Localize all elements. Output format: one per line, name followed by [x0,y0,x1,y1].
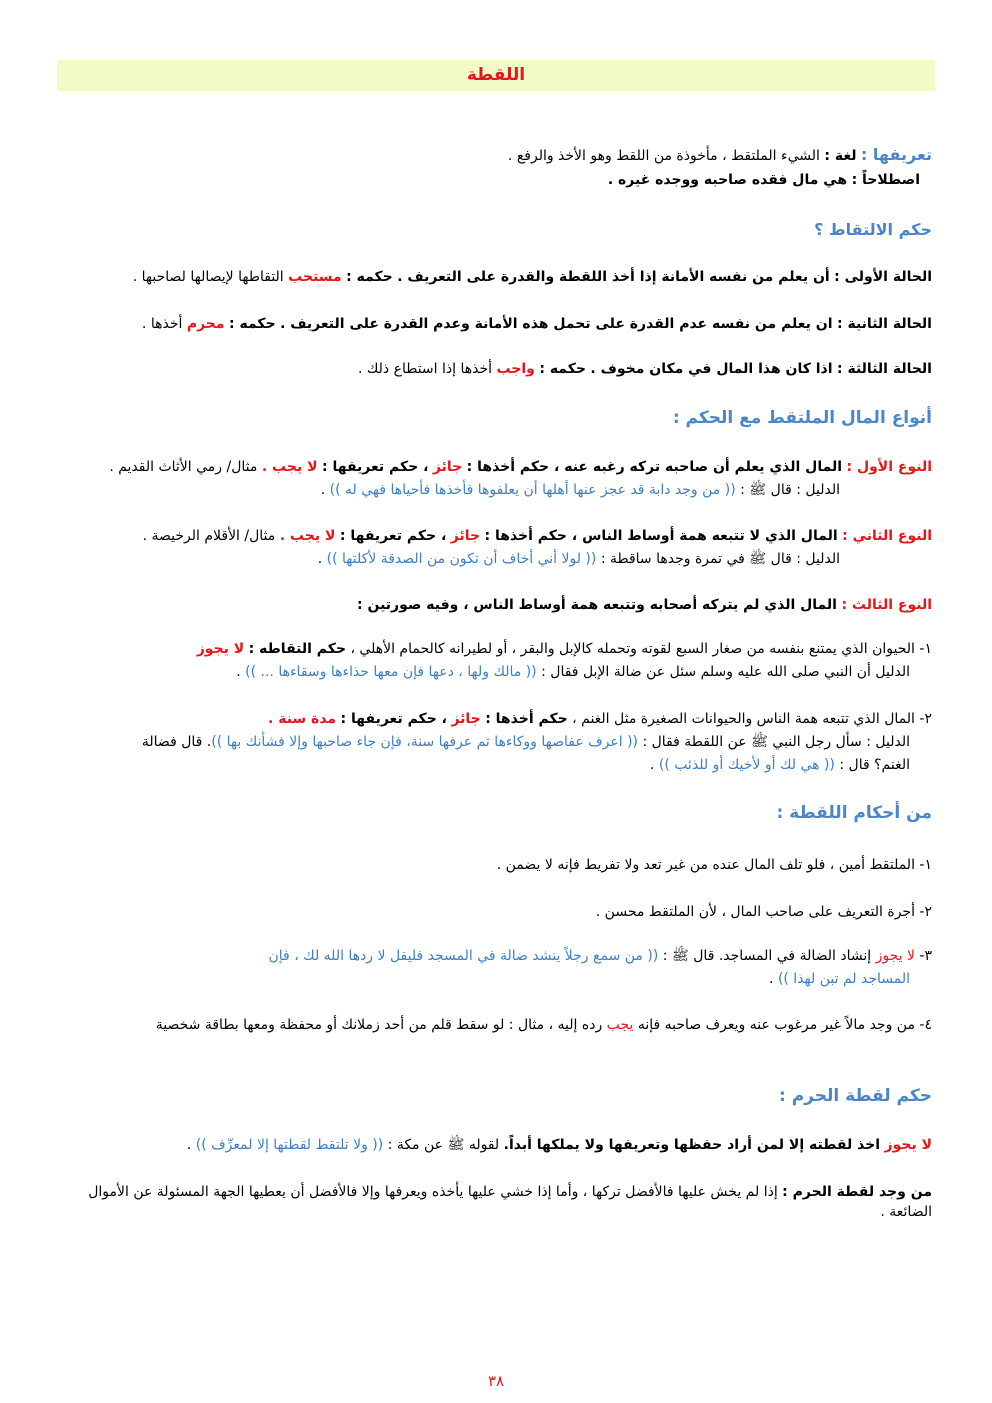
case-1-hukm-label: حكمه : [346,269,393,285]
case-2-label: الحالة الثانية : [837,316,932,332]
case-1-label: الحالة الأولى : [834,269,932,285]
item-2-hadith: (( اعرف عفاصها ووكاءها ثم عرفها سنة، فإن جاء صاحبها وإلا فشأنك بها )) [211,734,638,750]
item-2-tarif-label: ، حكم تعريفها : [340,711,447,727]
type-3-item-2-dalil-2 [60,756,910,774]
rule-4-yajib: يجب [606,1017,634,1033]
item-1-dalil-end: . [236,664,241,680]
case-2-hukm-label: حكمه : [229,316,276,332]
item-1-num: ١- [919,641,932,657]
haram-p1-laa: لا يجوز [884,1137,932,1153]
ahkam-heading: من أحكام اللقطة : [776,803,932,823]
title-bar [57,60,935,91]
item-2-dalil-prefix: الدليل : سأل رجل النبي ﷺ عن اللقطة فقال : [642,734,910,750]
ahkam-rule-3-cont [60,970,910,988]
item-1-hukm: لا يجوز [196,641,245,657]
type-1-dalil-prefix: الدليل : قال ﷺ : [740,482,840,498]
rule-3-laa: لا يجوز [875,948,915,964]
item-2-akhdh-label: حكم أخذها : [485,711,568,727]
case-3-rest: أخذها إذا استطاع ذلك . [357,361,493,377]
type-2 [60,527,932,545]
ahkam-rule-2: ٢- أجرة التعريف على صاحب المال ، لأن الملتقط محسن . [595,904,932,920]
lugha-label: لغة : [824,148,857,164]
rule-4-text-1: من وجد مالاً غير مرغوب عنه ويعرف صاحبه فإنه [637,1017,915,1033]
case-3-label: الحالة الثالثة : [837,361,932,377]
case-3 [60,360,932,378]
type-2-akhdh: جائز [450,528,481,544]
item-1-hukm-label: حكم التقاطه : [248,641,346,657]
type-1-tarif-label: ، حكم تعريفها : [321,459,429,475]
case-2-hukm: محرم [186,316,225,332]
type-3-item-2 [60,710,932,728]
type-3-item-1 [60,640,932,658]
type-1-hadith: (( من وجد دابة قد عجز عنها أهلها أن يعلفوها فأخذها فأحياها فهي له )) [329,482,736,498]
item-2-hadith-2: (( هي لك أو لأخيك أو للذئب )) [658,757,835,773]
type-1-text: المال الذي يعلم أن صاحبه تركه رغبه عنه ، حكم أخذها : [466,459,843,475]
rule-3-end: . [769,971,774,987]
rule-3-num: ٣- [919,948,932,964]
haram-p1 [60,1136,932,1154]
case-3-hukm-label: حكمه : [539,361,586,377]
type-1-tarif: لا يجب . [261,459,318,475]
definition-heading: تعريفها : [860,145,932,164]
haram-p1-bold: اخذ لقطته إلا لمن أراد حفظها وتعريفها ولا يملكها أبداً. [503,1137,881,1153]
definition-line-1 [60,146,932,165]
type-2-tarif: لا يجب . [279,528,336,544]
case-1-text: أن يعلم من نفسه الأمانة إذا أخذ اللقطة والقدرة على التعريف . [397,269,830,285]
item-2-tarif: مدة سنة . [268,711,337,727]
item-2-dalil-end: . [650,757,655,773]
rule-4-num: ٤- [919,1017,932,1033]
item-1-hadith: (( مالك ولها ، دعها فإن معها حذاءها وسقاءها ... )) [245,664,537,680]
rule-3-text: إنشاد الضالة في المساجد. قال ﷺ : [662,948,872,964]
rule-4-text-2: رده إليه ، مثال : لو سقط قلم من أحد زملانك أو محفظة ومعها بطاقة شخصية [155,1017,603,1033]
item-1-text: الحيوان الذي يمتنع بنفسه من صغار السبع لقوته وتحمله كالإبل والبقر ، أو لطيرانه كالحمام الأهلي ، [350,641,915,657]
ahkam-rule-3 [60,947,932,965]
item-2-num: ٢- [919,711,932,727]
rule-3-hadith-2: المساجد لم تبن لهذا )) [777,971,910,987]
type-2-dalil-prefix: الدليل : قال ﷺ في تمرة وجدها ساقطة : [600,551,840,567]
item-2-line3-prefix: الغنم؟ قال : [839,757,910,773]
page-number: ٣٨ [487,1372,505,1390]
ahkam-rule-1: ١- الملتقط أمين ، فلو تلف المال عنده من غير تعد ولا تفريط فإنه لا يضمن . [496,857,932,873]
haram-p2-bold: من وجد لقطة الحرم : [782,1184,932,1200]
type-2-tarif-label: ، حكم تعريفها : [339,528,447,544]
type-2-example: مثال/ الأقلام الرخيصة . [142,528,276,544]
istilah-text: هي مال فقده صاحبه ووجده غيره . [607,172,848,188]
page-title: اللقطة [466,65,526,85]
item-2-akhdh: جائز [451,711,481,727]
rule-3-hadith-1: (( من سمع رجلاً ينشد ضالة في المسجد فليقل لا ردها الله لك ، فإن [268,948,659,964]
haram-p1-end: . [186,1137,192,1153]
type-2-label: النوع الثاني : [842,528,932,544]
haram-p1-text: لقوله ﷺ عن مكة : [387,1137,500,1153]
type-3 [60,596,932,614]
type-3-item-1-dalil [60,663,910,681]
type-2-hadith: (( لولا أني أخاف أن تكون من الصدقة لأكلتها )) [326,551,597,567]
type-1-dalil [60,481,840,499]
haram-p2-text: إذا لم يخش عليها فالأفضل تركها ، وأما إذا خشي عليها يأخذه ويعرفها وإلا فالأفضل أن يعطيها الجهة المسئولة عن الأموال الضائعة . [88,1184,932,1220]
type-2-dalil [60,550,840,568]
case-3-text: اذا كان هذا المال في مكان مخوف . [590,361,833,377]
type-2-text: المال الذي لا تتبعه همة أوساط الناس ، حكم أخذها : [484,528,838,544]
case-2 [60,315,932,333]
item-2-dalil-mid: . قال فضالة [141,734,212,750]
item-1-dalil-prefix: الدليل أن النبي صلى الله عليه وسلم سئل عن ضالة الإبل فقال : [541,664,910,680]
type-1-example: مثال/ رمي الأثاث القديم . [109,459,258,475]
case-2-rest: أخذها . [141,316,183,332]
type-3-label: النوع الثالث : [841,597,932,613]
definition-line-2 [60,171,920,189]
case-1-rest: التقاطها لإيصالها لصاحبها . [132,269,284,285]
types-heading: أنواع المال الملتقط مع الحكم : [672,408,932,428]
type-1-label: النوع الأول : [846,459,932,475]
type-1-dalil-end: . [320,482,326,498]
type-1-akhdh: جائز [432,459,463,475]
item-2-text: المال الذي تتبعه همة الناس والحيوانات الصغيرة مثل الغنم ، [572,711,915,727]
type-3-item-2-dalil [60,733,910,751]
istilah-label: اصطلاحاً : [851,172,920,188]
case-1-hukm: مستحب [288,269,342,285]
ruling-heading: حكم الالتقاط ؟ [814,220,932,239]
haram-heading: حكم لقطة الحرم : [778,1086,932,1106]
type-2-dalil-end: . [317,551,323,567]
ahkam-rule-4 [60,1016,932,1034]
type-1 [60,458,932,476]
case-1 [60,268,932,286]
haram-p1-hadith: (( ولا تلتقط لقطتها إلا لمعرِّف )) [195,1137,384,1153]
case-2-text: ان يعلم من نفسه عدم القدرة على تحمل هذه الأمانة وعدم القدرة على التعريف . [280,316,833,332]
haram-p2 [60,1182,932,1222]
lugha-text: الشيء الملتقط ، مأخوذة من اللقط وهو الأخذ والرفع . [507,148,820,164]
type-3-text: المال الذي لم يتركه أصحابه وتتبعه همة أوساط الناس ، وفيه صورتين : [357,597,837,613]
case-3-hukm: واجب [496,361,535,377]
